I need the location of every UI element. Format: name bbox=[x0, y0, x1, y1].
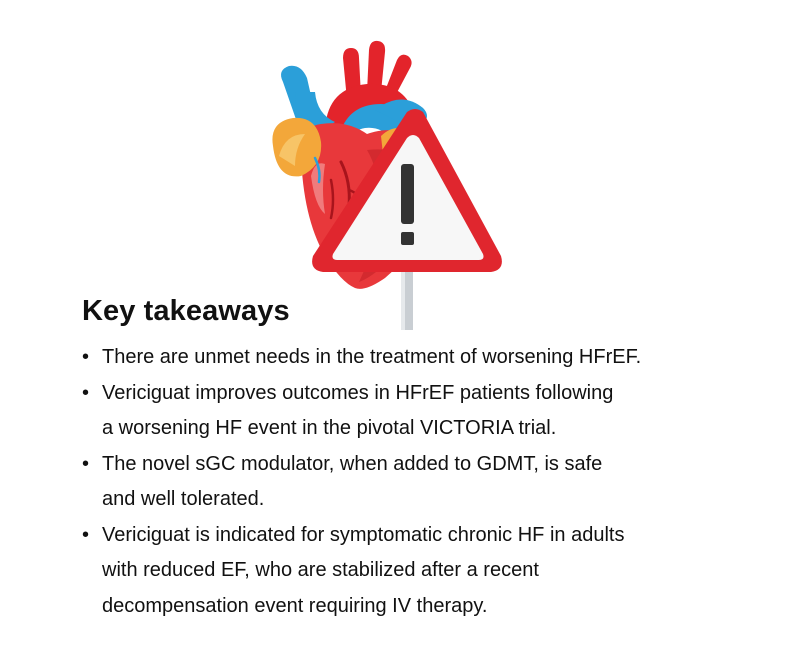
list-item-text: Vericiguat improves outcomes in HFrEF patients following bbox=[102, 381, 614, 404]
bullet-dot: • bbox=[82, 452, 90, 475]
bullet-dot: • bbox=[82, 346, 90, 368]
list-item-text: a worsening HF event in the pivotal VICTORIA trial. bbox=[102, 417, 557, 439]
bullet-dot: • bbox=[82, 381, 90, 404]
list-item-text: There are unmet needs in the treatment of worsening HFrEF. bbox=[102, 346, 642, 368]
list-item bbox=[82, 340, 772, 376]
list-item-text: and well tolerated. bbox=[102, 488, 265, 510]
list-item bbox=[82, 518, 772, 625]
list-item-text: Vericiguat is indicated for symptomatic chronic HF in adults bbox=[102, 523, 625, 546]
list-item bbox=[82, 447, 772, 518]
list-item-text: decompensation event requiring IV therapy. bbox=[102, 594, 488, 617]
list-item-text: with reduced EF, who are stabilized after a recent bbox=[102, 559, 539, 581]
list-item-text: The novel sGC modulator, when added to GDMT, is safe bbox=[102, 452, 603, 475]
heart-warning-illustration bbox=[255, 30, 525, 335]
bullet-dot: • bbox=[82, 523, 90, 546]
list-item bbox=[82, 376, 772, 447]
takeaways-list bbox=[82, 340, 772, 624]
page-title: Key takeaways bbox=[82, 295, 290, 327]
